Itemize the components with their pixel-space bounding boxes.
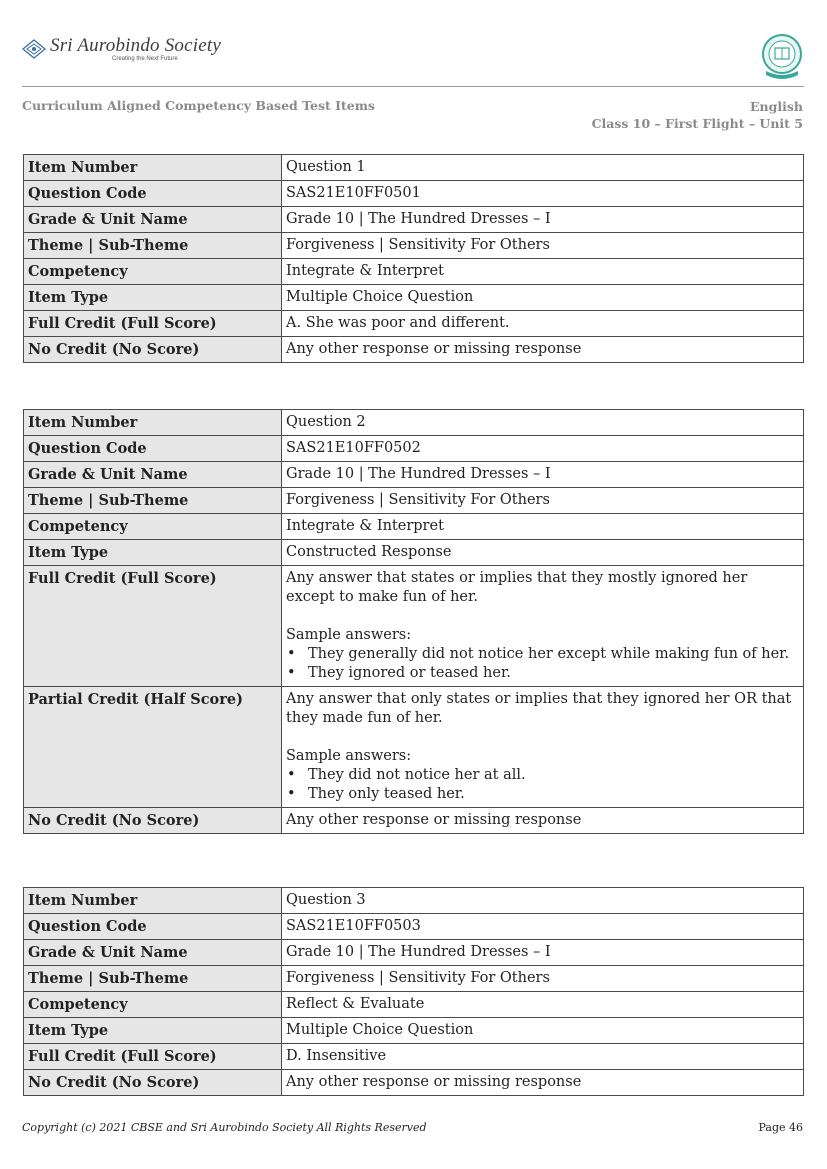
row-value: A. She was poor and different.	[282, 311, 804, 337]
lotus-emblem-icon	[22, 39, 46, 59]
table-row	[24, 155, 804, 181]
row-key: Grade & Unit Name	[24, 207, 282, 233]
row-key: Theme | Sub-Theme	[24, 488, 282, 514]
row-key: Question Code	[24, 436, 282, 462]
list-item: • They generally did not notice her except while making fun of her.	[308, 645, 799, 664]
document-title: Curriculum Aligned Competency Based Test Items	[22, 98, 375, 113]
row-key: Item Number	[24, 155, 282, 181]
row-key: Question Code	[24, 914, 282, 940]
row-value: Multiple Choice Question	[282, 1018, 804, 1044]
cbse-seal-logo	[760, 33, 804, 85]
table-row	[24, 337, 804, 363]
row-key: Theme | Sub-Theme	[24, 233, 282, 259]
table-row	[24, 566, 804, 687]
table-row	[24, 207, 804, 233]
row-value: Forgiveness | Sensitivity For Others	[282, 233, 804, 259]
org-tagline: Creating the Next Future	[112, 56, 178, 62]
list-item: • They ignored or teased her.	[308, 664, 799, 683]
question-3-table	[23, 887, 804, 1096]
row-value: Any other response or missing response	[282, 337, 804, 363]
table-row	[24, 966, 804, 992]
table-row	[24, 1044, 804, 1070]
row-key: Partial Credit (Half Score)	[24, 687, 282, 808]
table-row	[24, 540, 804, 566]
subject-class-info	[592, 98, 803, 132]
full-credit-cell	[282, 566, 804, 687]
row-key: No Credit (No Score)	[24, 1070, 282, 1096]
subject-label: English	[750, 99, 803, 114]
org-name: Sri Aurobindo Society	[50, 35, 221, 56]
row-key: Competency	[24, 992, 282, 1018]
header-divider	[22, 86, 804, 87]
table-row	[24, 259, 804, 285]
row-key: Item Type	[24, 1018, 282, 1044]
sri-aurobindo-society-logo	[22, 36, 221, 62]
row-key: Full Credit (Full Score)	[24, 311, 282, 337]
row-key: No Credit (No Score)	[24, 808, 282, 834]
row-value: D. Insensitive	[282, 1044, 804, 1070]
sample-answers-list	[286, 766, 799, 804]
row-value: SAS21E10FF0502	[282, 436, 804, 462]
row-key: No Credit (No Score)	[24, 337, 282, 363]
row-value: Integrate & Interpret	[282, 259, 804, 285]
row-value: Integrate & Interpret	[282, 514, 804, 540]
table-row	[24, 940, 804, 966]
row-key: Question Code	[24, 181, 282, 207]
row-value: Multiple Choice Question	[282, 285, 804, 311]
table-row	[24, 311, 804, 337]
table-row	[24, 488, 804, 514]
row-value: Grade 10 | The Hundred Dresses – I	[282, 940, 804, 966]
row-key: Grade & Unit Name	[24, 940, 282, 966]
class-unit-label: Class 10 – First Flight – Unit 5	[591, 116, 803, 131]
row-key: Full Credit (Full Score)	[24, 566, 282, 687]
question-2-table	[23, 409, 804, 834]
table-row	[24, 687, 804, 808]
row-key: Grade & Unit Name	[24, 462, 282, 488]
table-row	[24, 888, 804, 914]
question-1-table	[23, 154, 804, 363]
table-row	[24, 410, 804, 436]
sample-answers-label: Sample answers:	[286, 627, 412, 643]
table-row	[24, 181, 804, 207]
row-key: Item Type	[24, 540, 282, 566]
table-row	[24, 462, 804, 488]
table-row	[24, 992, 804, 1018]
row-value: Any other response or missing response	[282, 808, 804, 834]
copyright-notice: Copyright (c) 2021 CBSE and Sri Aurobindo Society All Rights Reserved	[22, 1121, 427, 1134]
row-value: Grade 10 | The Hundred Dresses – I	[282, 462, 804, 488]
row-key: Competency	[24, 259, 282, 285]
table-row	[24, 808, 804, 834]
row-value: Forgiveness | Sensitivity For Others	[282, 488, 804, 514]
row-key: Competency	[24, 514, 282, 540]
row-value: Constructed Response	[282, 540, 804, 566]
row-key: Item Type	[24, 285, 282, 311]
row-value: Question 1	[282, 155, 804, 181]
row-key: Item Number	[24, 410, 282, 436]
row-value: Reflect & Evaluate	[282, 992, 804, 1018]
row-key: Item Number	[24, 888, 282, 914]
cbse-seal-icon	[760, 33, 804, 81]
sample-answers-list	[286, 645, 799, 683]
table-row	[24, 1018, 804, 1044]
full-credit-text: Any answer that states or implies that they mostly ignored her except to make fun of her.	[286, 570, 748, 605]
table-row	[24, 514, 804, 540]
row-value: SAS21E10FF0503	[282, 914, 804, 940]
row-value: Question 3	[282, 888, 804, 914]
list-item: • They only teased her.	[308, 785, 799, 804]
row-key: Full Credit (Full Score)	[24, 1044, 282, 1070]
list-item: • They did not notice her at all.	[308, 766, 799, 785]
table-row	[24, 436, 804, 462]
partial-credit-text: Any answer that only states or implies that they ignored her OR that they made fun of her.	[286, 691, 792, 726]
table-row	[24, 1070, 804, 1096]
row-value: Question 2	[282, 410, 804, 436]
row-value: Forgiveness | Sensitivity For Others	[282, 966, 804, 992]
row-value: SAS21E10FF0501	[282, 181, 804, 207]
page-number: Page 46	[758, 1121, 803, 1134]
sample-answers-label: Sample answers:	[286, 748, 412, 764]
table-row	[24, 285, 804, 311]
row-value: Grade 10 | The Hundred Dresses – I	[282, 207, 804, 233]
table-row	[24, 233, 804, 259]
row-key: Theme | Sub-Theme	[24, 966, 282, 992]
partial-credit-cell	[282, 687, 804, 808]
table-row	[24, 914, 804, 940]
row-value: Any other response or missing response	[282, 1070, 804, 1096]
